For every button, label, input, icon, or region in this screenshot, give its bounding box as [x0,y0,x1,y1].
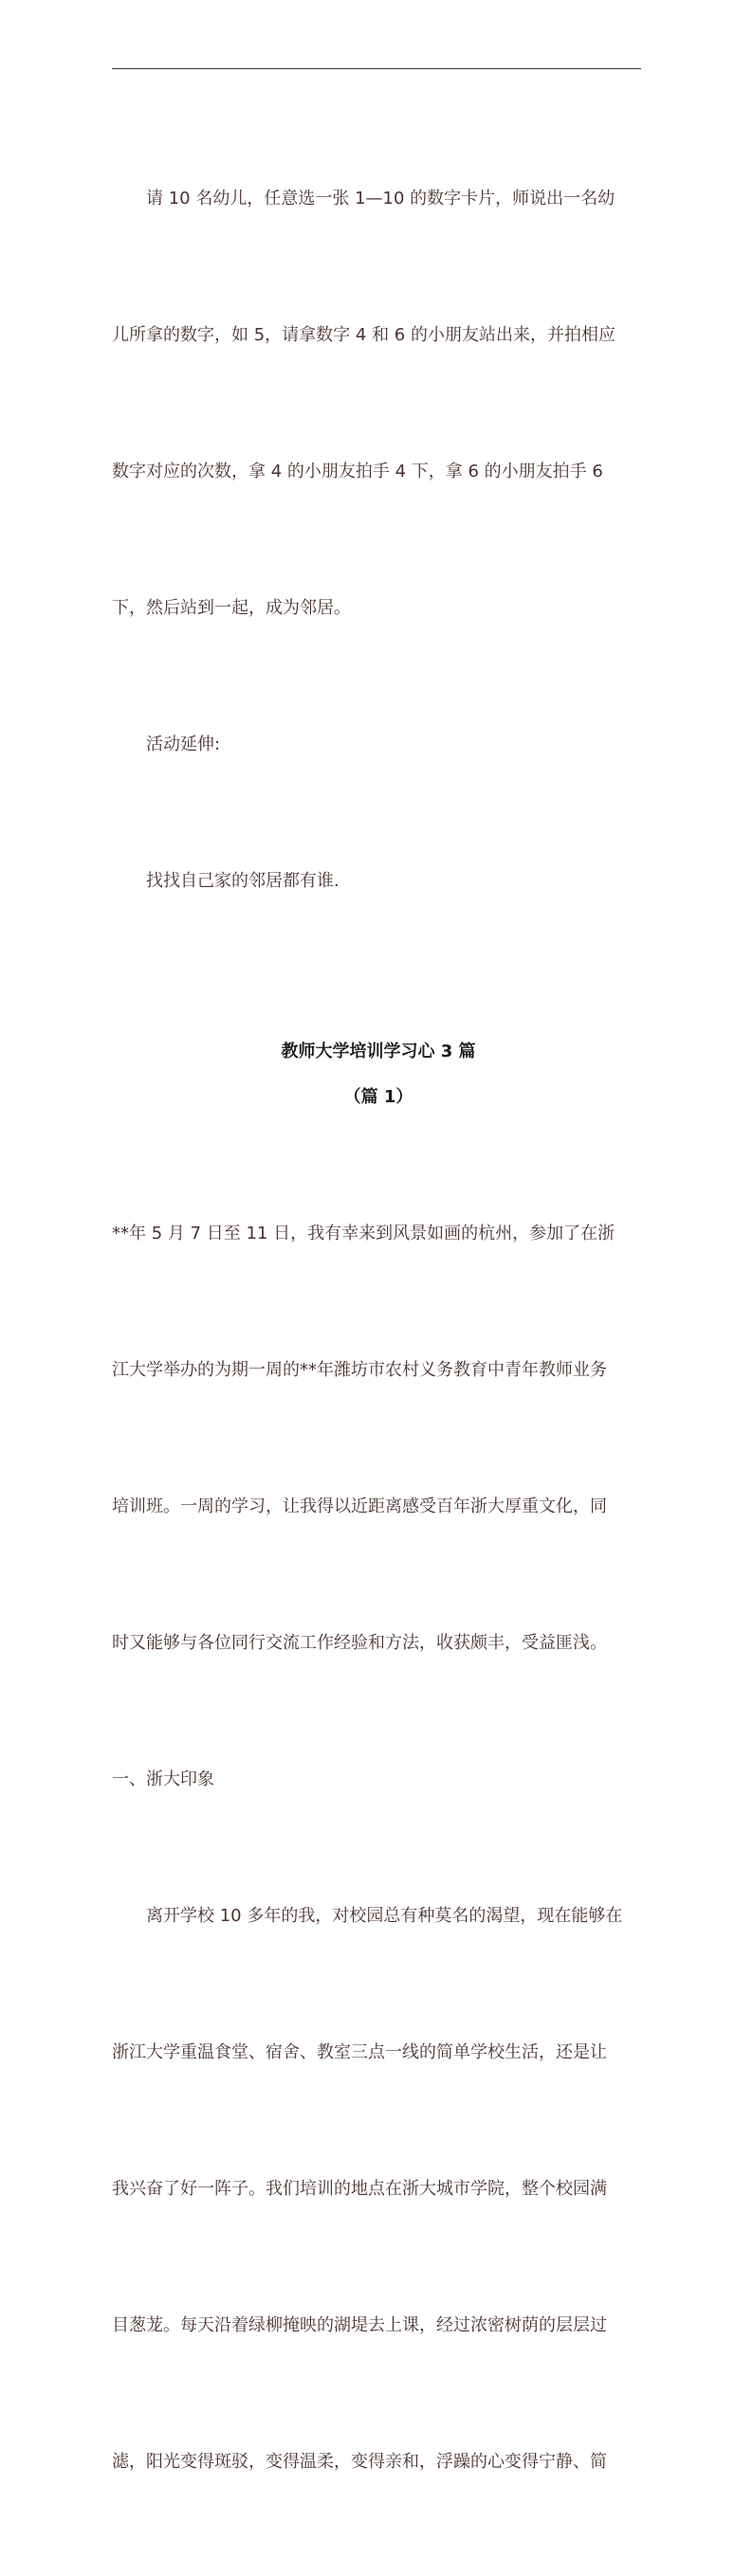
activity-extension-text: 找找自己家的邻居都有谁. [112,871,340,891]
text-line: 目葱茏。每天沿着绿柳掩映的湖堤去上课，经过浓密树荫的层层过 [112,2315,607,2335]
text-line: 江大学举办的为期一周的**年潍坊市农村义务教育中青年教师业务 [112,1360,607,1380]
text-line: 时又能够与各位同行交流工作经验和方法，收获颇丰，受益匪浅。 [112,1633,607,1653]
article-subtitle: （篇 1） [343,1087,413,1107]
section-heading: 一、浙大印象 [112,1769,214,1789]
text-line: 我兴奋了好一阵子。我们培训的地点在浙大城市学院，整个校园满 [112,2179,607,2199]
text-line: 离开学校 10 多年的我，对校园总有种莫名的渴望，现在能够在 [112,1906,623,1926]
activity-paragraph [112,85,645,995]
text-line: 培训班。一周的学习，让我得以近距离感受百年浙大厚重文化，同 [112,1497,607,1516]
article-title: 教师大学培训学习心 3 篇 [281,1042,476,1061]
article-body [112,1120,645,2576]
text-line: 浙江大学重温食堂、宿舍、教室三点一线的简单学校生活，还是让 [112,2042,607,2062]
document-body [112,85,645,2576]
text-line: 请 10 名幼儿，任意选一张 1—10 的数字卡片，师说出一名幼 [112,189,615,209]
header-rule [112,68,641,69]
text-line: 数字对应的次数，拿 4 的小朋友拍手 4 下，拿 6 的小朋友拍手 6 [112,462,603,481]
text-line: 儿所拿的数字，如 5，请拿数字 4 和 6 的小朋友站出来，并拍相应 [112,325,615,345]
activity-extension-label: 活动延伸: [112,735,221,754]
text-line: 下，然后站到一起，成为邻居。 [112,598,351,618]
text-line: 滤，阳光变得斑驳，变得温柔，变得亲和，浮躁的心变得宁静、简 [112,2452,607,2472]
text-line: **年 5 月 7 日至 11 日，我有幸来到风景如画的杭州，参加了在浙 [112,1224,615,1243]
